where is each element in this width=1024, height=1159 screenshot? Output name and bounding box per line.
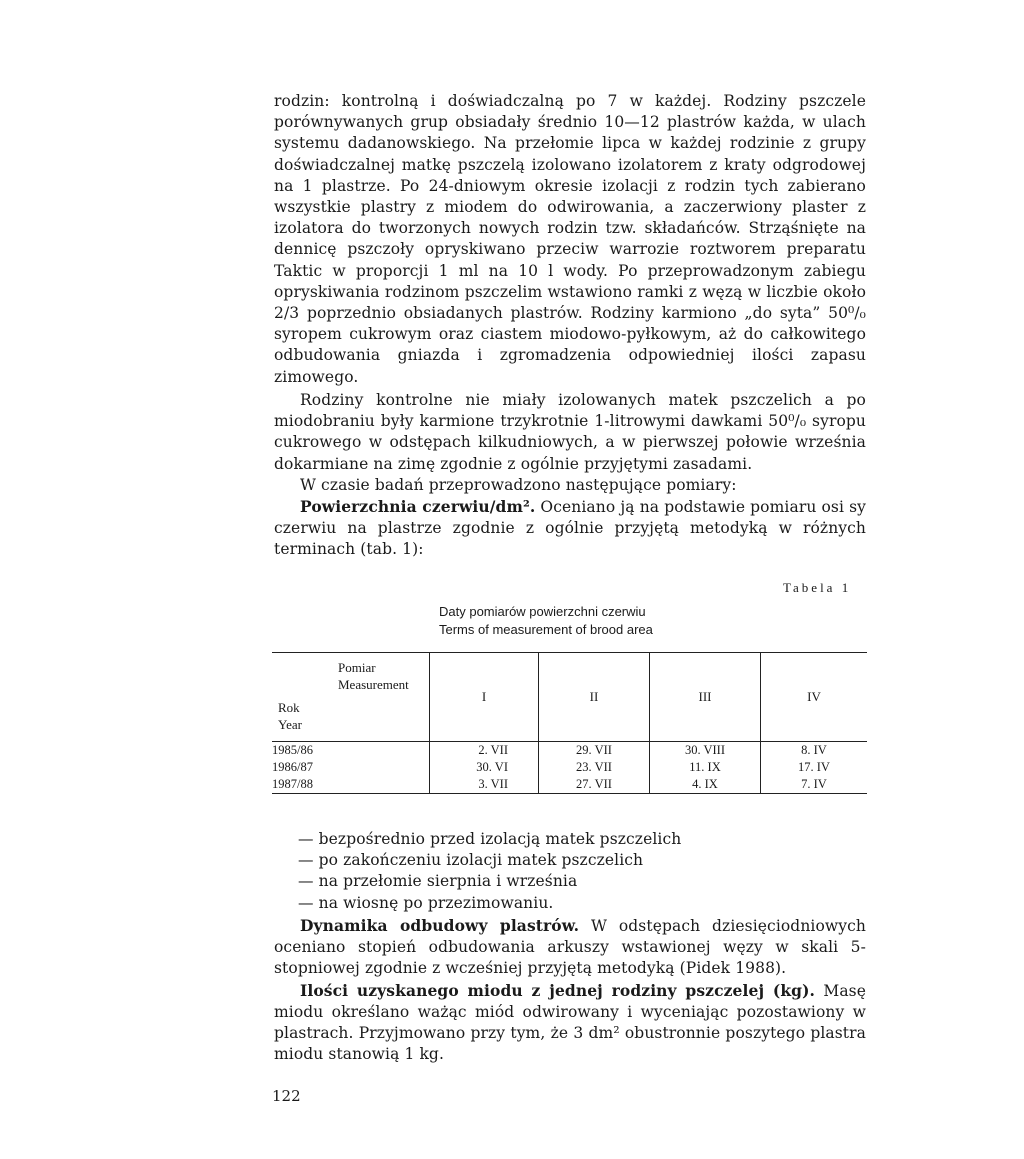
- table-title: [439, 603, 653, 639]
- corner-year-label: [278, 699, 302, 733]
- body-paragraphs-bottom: [274, 915, 866, 1065]
- table-row: [272, 759, 867, 776]
- legend-item: — na przełomie sierpnia i września: [298, 872, 578, 891]
- column-header-2: II: [539, 653, 650, 742]
- table-corner-cell: [272, 653, 430, 742]
- cell-date: 11. IX: [650, 759, 761, 776]
- corner-measurement-en: Measurement: [338, 677, 409, 692]
- cell-date: 30. VI: [430, 759, 539, 776]
- paragraph-comb-dynamics: [274, 915, 866, 980]
- cell-date: 2. VII: [430, 742, 539, 760]
- table-title-english: Terms of measurement of brood area: [439, 622, 653, 637]
- cell-date: 8. IV: [761, 742, 868, 760]
- body-paragraphs-control: [274, 390, 866, 561]
- row-year: 1986/87: [272, 760, 313, 774]
- cell-date: 30. VIII: [650, 742, 761, 760]
- table-legend: [274, 829, 866, 914]
- corner-year-en: Year: [278, 717, 302, 732]
- page-number: 122: [272, 1087, 301, 1105]
- column-header-4: IV: [761, 653, 868, 742]
- column-header-3: III: [650, 653, 761, 742]
- comb-dynamics-text: W odstępach dziesięciodniowych oceniano stopień odbudowania arkuszy wstawionej węzy w skali 5-stopniowej zgodnie z wcześniej przyjętą metodyką (Pidek 1988).: [274, 917, 866, 978]
- cell-date: 27. VII: [539, 776, 650, 794]
- body-paragraph-method: [274, 91, 866, 388]
- comb-dynamics-heading: Dynamika odbudowy plastrów.: [300, 916, 580, 935]
- honey-yield-text: Masę miodu określano ważąc miód odwirowany i wyceniając pozostawiony w plastrach. Przyjmowano przy tym, że 3 dm² obustronnie poszytego plastra miodu stanowią 1 kg.: [274, 981, 866, 1064]
- paragraph-brood-area: [274, 496, 866, 561]
- table-row: [272, 742, 867, 760]
- cell-date: 3. VII: [430, 776, 539, 794]
- honey-yield-heading: Ilości uzyskanego miodu z jednej rodziny pszczelej (kg).: [300, 980, 816, 1000]
- table-row: [272, 776, 867, 794]
- legend-item: — na wiosnę po przezimowaniu.: [298, 893, 554, 912]
- paragraph-honey-yield: [274, 980, 866, 1066]
- column-header-1: I: [430, 653, 539, 742]
- corner-measurement-label: [338, 659, 409, 693]
- brood-area-text: Oceniano ją na podstawie pomiaru osi sy czerwiu na plastrze zgodnie z ogólnie przyjętą metodyką w różnych terminach (tab. 1):: [274, 498, 867, 559]
- cell-date: 23. VII: [539, 759, 650, 776]
- legend-item: — bezpośrednio przed izolacją matek pszczelich: [298, 830, 682, 848]
- legend-item: — po zakończeniu izolacji matek pszczelich: [298, 851, 644, 870]
- cell-date: 29. VII: [539, 742, 650, 760]
- cell-date: 7. IV: [761, 776, 868, 794]
- paragraph-measurements-intro: W czasie badań przeprowadzono następujące pomiary:: [300, 475, 737, 494]
- table-caption: Tabela 1: [783, 580, 852, 595]
- corner-measurement-pl: Pomiar: [338, 660, 376, 675]
- table-title-polish: Daty pomiarów powierzchni czerwiu: [439, 604, 646, 619]
- paragraph-isolation-procedure: rodzin: kontrolną i doświadczalną po 7 w każdej. Rodziny pszczele porównywanych grup obsiadały średnio 10—12 plastrów każda, w ulach systemu dadanowskiego. Na przełomie lipca w każdej rodzinie z grupy doświadczalnej matkę pszczelą izolowano izolatorem z kraty odgrodowej na 1 plastrze. Po 24-dniowym okresie izolacji z rodzin tych zabierano wszystkie plastry z miodem do odwirowania, a zaczerwiony plaster z izolatora do tworzonych nowych rodzin tzw. składańców. Strząśnięte na dennicę pszczoły opryskiwano przeciw warrozie roztworem preparatu Taktic w proporcji 1 ml na 10 l wody. Po przeprowadzonym zabiegu opryskiwania rodzinom pszczelim wstawiono ramki z węzą w liczbie około 2/3 poprzednio obsiadanych plastrów. Rodziny karmiono „do syta” 50⁰/₀ syropem cukrowym oraz ciastem miodowo-pyłkowym, aż do całkowitego odbudowania gniazda i zgromadzenia odpowiedniej ilości zapasu zimowego.: [274, 92, 866, 386]
- table-header-row: [272, 653, 867, 742]
- row-year: 1987/88: [272, 776, 430, 794]
- row-year: 1985/86: [272, 743, 313, 757]
- paragraph-control-colonies: Rodziny kontrolne nie miały izolowanych matek pszczelich a po miodobraniu były karmione trzykrotnie 1-litrowymi dawkami 50⁰/₀ syropu cukrowego w odstępach kilkudniowych, a w pierwszej połowie września dokarmiane na zimę zgodnie z ogólnie przyjętymi zasadami.: [274, 391, 866, 473]
- cell-date: 17. IV: [761, 759, 868, 776]
- brood-measurement-dates-table: [272, 652, 867, 794]
- brood-area-heading: Powierzchnia czerwiu/dm².: [300, 497, 536, 517]
- corner-year-pl: Rok: [278, 700, 300, 715]
- cell-date: 4. IX: [650, 776, 761, 794]
